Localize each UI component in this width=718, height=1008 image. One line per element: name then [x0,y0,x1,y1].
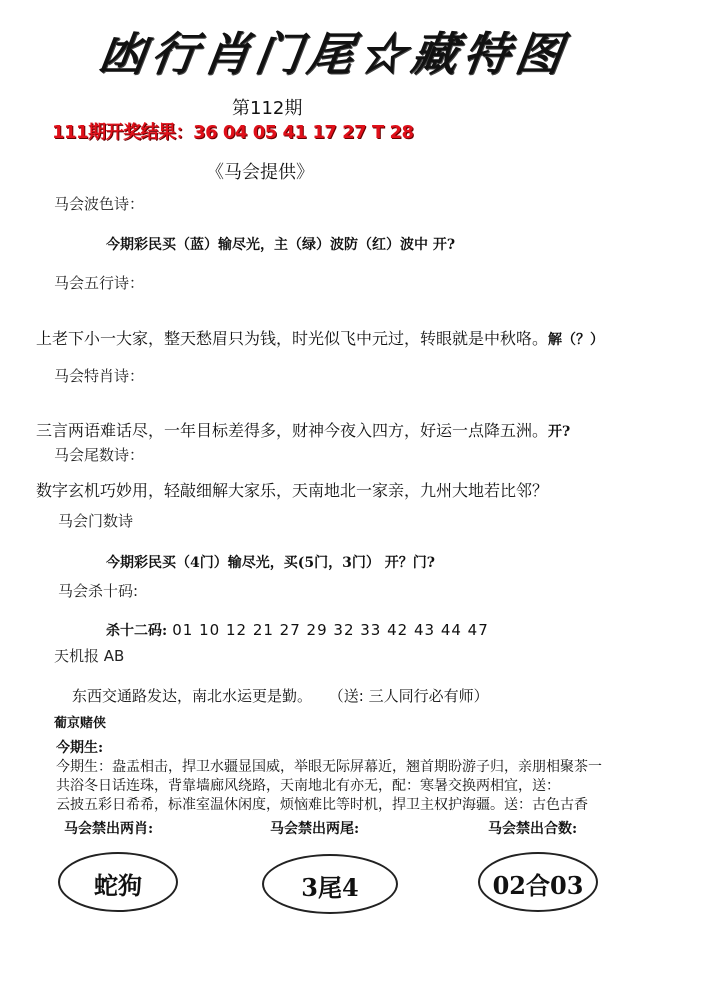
zodiac-poem: 三言两语难话尽，一年目标差得多，财神今夜入四方，好运一点降五洲。 [36,421,549,440]
kill-numbers-row [106,620,489,640]
door-poem-label: 马会门数诗 [58,512,134,530]
zodiac-suffix: 开? [548,424,571,440]
page-title: 凼行肖门尾☆藏特图 [95,27,572,81]
door-poem-text: 今期彩民买（4门）输尽光，买(5门，3门） 开？门? [106,555,435,571]
issue-number: 第112期 [232,98,303,119]
tianji-send: （送: 三人同行必有师） [328,687,489,705]
zodiac-poem-label: 马会特肖诗： [54,367,145,385]
kill-numbers-label: 马会杀十码: [58,582,139,600]
ban-zodiac-value: 蛇狗 [94,871,142,900]
ban-tail-oval [262,854,398,914]
kill-numbers-values: 01 10 12 21 27 29 32 33 42 43 44 47 [172,621,489,639]
kill-numbers-prefix: 杀十二码: [106,623,168,639]
puji-label: 葡京赌侠 [54,716,107,731]
draw-result: 111期开奖结果：36 04 05 41 17 27 T 28 [52,122,414,143]
tail-poem-label: 马会尾数诗： [54,446,145,464]
five-element-poem: 上老下小一大家，整天愁眉只为钱，时光似飞中元过，转眼就是中秋咯。 [36,329,549,348]
wave-poem-text: 今期彩民买（蓝）输尽光，主（绿）波防（红）波中 开? [106,237,456,253]
five-element-suffix: 解（？） [548,332,605,348]
ban-combo-value: 02合03 [492,871,584,900]
ban-tail-label: 马会禁出两尾: [270,821,360,837]
provider-note: 《马会提供》 [206,162,314,183]
tianji-label: 天机报 AB [54,647,125,665]
today-line-3: 云披五彩日希希，标准室温休闲度，烦恼难比等时机，捍卫主权护海疆。送：古色古香 [56,797,588,813]
today-line-2: 共浴冬日话连珠，背靠墙廊风绕路，天南地北有亦无，配：寒暑交换两相宜，送： [56,778,560,794]
ban-zodiac-oval [58,852,178,912]
today-line-1: 今期生：盎盂相击，捍卫水疆显国威，举眼无际屏幕近，翘首期盼游子归，亲朋相聚茶一 [56,759,602,775]
ban-combo-label: 马会禁出合数: [488,821,578,837]
zodiac-poem-text [36,418,570,441]
five-element-text [36,326,604,349]
wave-poem-label: 马会波色诗： [54,195,145,213]
five-element-label: 马会五行诗： [54,274,145,292]
ban-zodiac-label: 马会禁出两肖: [64,821,154,837]
tianji-text: 东西交通路发达，南北水运更是勤。 [72,687,313,705]
today-label: 今期生: [56,740,104,756]
ban-tail-value: 3尾4 [301,873,359,902]
tianji-row [72,685,489,706]
ban-combo-oval [478,852,598,912]
tail-poem-text: 数字玄机巧妙用，轻敲细解大家乐，天南地北一家亲，九州大地若比邻？ [36,481,549,500]
